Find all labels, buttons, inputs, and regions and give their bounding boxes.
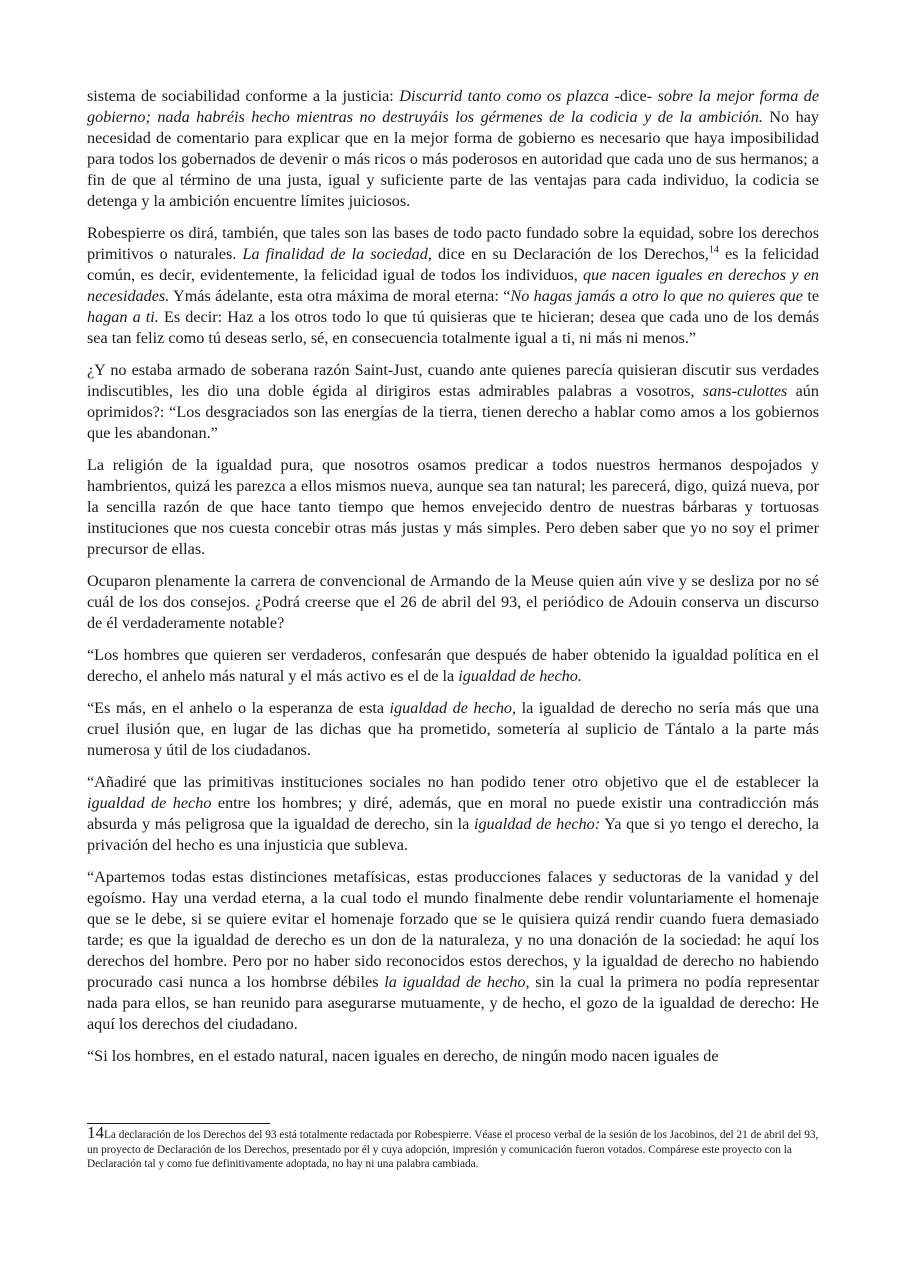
footnote [87,1123,819,1172]
paragraph [87,223,819,349]
italic-run: igualdad de hecho. [458,667,582,685]
footnote-text: La declaración de los Derechos del 93 está totalmente redactada por Robespierre. Véase el proceso verbal de la sesión de los Jacobinos, del 21 de abril del 93, un proyecto de Declaración de los Derechos, presentado por él y cuya adopción, impresión y comunicación fueron votados. Compárese este proyecto con la Declaración tal y como fue definitivamente adoptada, no hay ni una palabra cambiada. [87,1129,819,1171]
text-run: Ymás ádelante, esta otra máxima de moral eterna: “ [169,287,511,305]
italic-run: igualdad de hecho, [389,699,517,717]
text-run: Es decir: Haz a los otros todo lo que tú quisieras que te hicieran; desea que cada uno de los demás sea tan feliz como tú deseas serlo, sé, en consecuencia totalmente igual a ti, ni más ni menos.” [87,308,819,347]
text-run: sin la cual la primera no podía representar nada para ellos, se han reunido para asegurarse mutuamente, y de hecho, el gozo de la igualdad de derecho: He aquí los derechos del ciudadano. [87,973,819,1033]
paragraph [87,645,819,687]
italic-run: sans-culottes [702,382,788,400]
paragraph [87,571,819,634]
paragraph [87,86,819,212]
paragraph [87,1046,819,1067]
paragraph [87,360,819,444]
text-run: sistema de sociabilidad conforme a la justicia: [87,87,400,105]
text-run: te [802,287,819,305]
text-run: “Si los hombres, en el estado natural, nacen iguales en derecho, de ningún modo nacen iguales de [87,1047,719,1065]
paragraph [87,698,819,761]
text-run: No hay necesidad de comentario para explicar que en la mejor forma de gobierno es necesario que haya imposibilidad para todos los gobernados de devenir o más ricos o más poderosos en autoridad que cada uno de sus hermanos; a fin de que al término de una justa, igual y suficiente parte de las ventajas para cada individuo, la codicia se detenga y la ambición encuentre límites juiciosos. [87,108,819,210]
text-run: La religión de la igualdad pura, que nosotros osamos predicar a todos nuestros hermanos despojados y hambrientos, quizá les parezca a ellos mismos nueva, aunque sea tan natural; les parecerá, digo, quizá nueva, por la sencilla razón de que hace tanto tiempo que hemos envejecido dentro de nuestras bárbaras y tortuosas instituciones que nos cuesta concebir otras más justas y más simples. Pero deben saber que yo no soy el primer precursor de ellas. [87,456,819,558]
paragraph [87,867,819,1035]
italic-run: sobre la mejor forma de gobierno; nada habréis hecho mientras no destruyáis los gérmenes de la codicia y de la ambición. [87,87,820,126]
italic-run: que nacen iguales en derechos y en necesidades. [87,266,820,305]
text-run: entre los hombres; y diré, además, que en moral no puede existir una contradicción más absurda y más peligrosa que la igualdad de derecho, sin la [87,794,819,833]
text-run: aún oprimidos?: “Los desgraciados son las energías de la tierra, tienen derecho a hablar como amos a los gobiernos que les abandonan.” [87,382,819,442]
footnote-ref: 14 [708,244,719,256]
text-run: dice en su Declaración de los Derechos, [431,245,709,263]
text-run: “Los hombres que quieren ser verdaderos, confesarán que después de haber obtenido la igualdad política en el derecho, el anhelo más natural y el más activo es el de la [87,646,819,685]
text-run: -dice- [608,87,658,105]
italic-run: la igualdad de hecho, [384,973,530,991]
text-run: “Apartemos todas estas distinciones metafísicas, estas producciones falaces y seductoras de la vanidad y del egoísmo. Hay una verdad eterna, a la cual todo el mundo finalmente debe rendir voluntariamente el homenaje que se le debe, si se quiere evitar el homenaje forzado que se le quisiera quizá rendir cuando fuera demasiado tarde; es que la igualdad de derecho es un don de la naturaleza, y no una donación de la sociedad: he aquí los derechos del hombre. Pero por no haber sido reconocidos estos derechos, y la igualdad de derecho no habiendo procurado casi nunca a los hombrse débiles [87,868,819,991]
page-body [87,86,819,1078]
text-run: ¿Y no estaba armado de soberana razón Saint-Just, cuando ante quienes parecía quisieran discutir sus verdades indiscutibles, les dio una doble égida al dirigiros estas admirables palabras a vosotros, [87,361,819,400]
italic-run: igualdad de hecho [87,794,212,812]
footnote-divider [87,1123,270,1124]
text-run: Ocuparon plenamente la carrera de convencional de Armando de la Meuse quien aún vive y se desliza por no sé cuál de los dos consejos. ¿Podrá creerse que el 26 de abril del 93, el periódico de Adouin conserva un discurso de él verdaderamente notable? [87,572,819,632]
text-run: “Añadiré que las primitivas instituciones sociales no han podido tener otro objetivo que el de establecer la [87,773,819,791]
italic-run: igualdad de hecho: [473,815,601,833]
paragraph [87,455,819,560]
text-run: la igualdad de derecho no sería más que una cruel ilusión que, en lugar de las dichas que ha prometido, sometería al suplicio de Tántalo a la parte más numerosa y útil de los ciudadanos. [87,699,819,759]
italic-run: No hagas jamás a otro lo que no quieres que [510,287,803,305]
text-run: Ya que si yo tengo el derecho, la privación del hecho es una injusticia que subleva. [87,815,819,854]
text-run: “Es más, en el anhelo o la esperanza de esta [87,699,390,717]
text-run: es la felicidad común, es decir, evidentemente, la felicidad igual de todos los individuos, [87,245,819,284]
footnote-number: 14 [87,1123,104,1142]
italic-run: hagan a ti. [87,308,159,326]
paragraph [87,772,819,856]
italic-run: Discurrid tanto como os plazca [399,87,609,105]
italic-run: La finalidad de la sociedad, [242,245,432,263]
text-run: Robespierre os dirá, también, que tales son las bases de todo pacto fundado sobre la equidad, sobre los derechos primitivos o naturales. [87,224,819,263]
